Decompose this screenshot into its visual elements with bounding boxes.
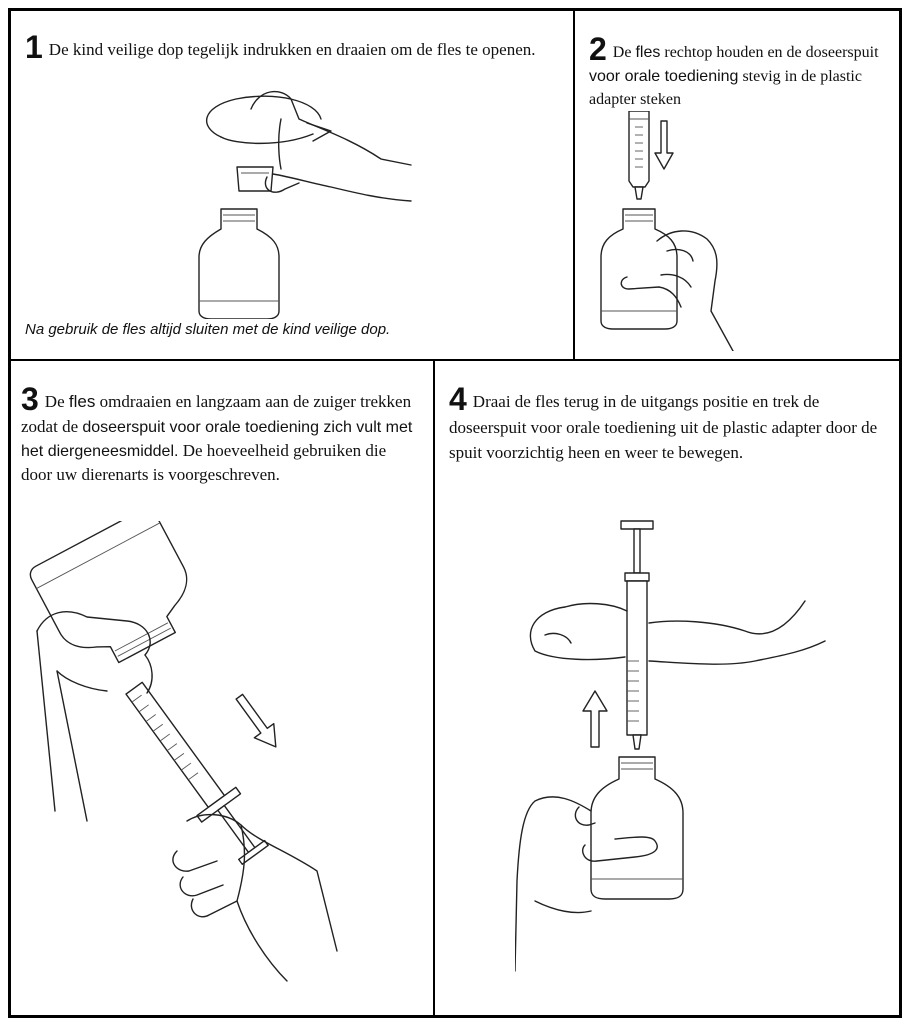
step-2-text-b: fles — [635, 44, 661, 61]
fill-syringe-illustration — [27, 521, 357, 991]
step-3-text-b: fles — [68, 392, 96, 411]
step-3-number: 3 — [21, 381, 39, 417]
step-3-panel — [11, 361, 435, 1015]
insert-syringe-illustration — [599, 111, 849, 351]
step-4-panel — [435, 361, 899, 1015]
child-safe-cap-icon — [237, 167, 273, 191]
step-2-text-a: De — [612, 44, 632, 61]
step-1-number: 1 — [25, 29, 43, 65]
step-2-text-d: voor orale toediening — [589, 68, 739, 85]
instruction-sheet — [8, 8, 902, 1018]
step-3-text-a: De — [44, 392, 65, 411]
plunger-icon — [621, 521, 653, 529]
remove-syringe-illustration — [515, 511, 835, 981]
step-2-number: 2 — [589, 31, 607, 67]
up-arrow-icon — [583, 691, 607, 747]
step-3-text-e: De hoeveelheid gebruiken die door uw dierenarts is voorgeschreven. — [21, 441, 387, 484]
step-3-text-c: omdraaien en langzaam aan de zuiger trekken zodat de — [21, 392, 412, 436]
step-1-instruction — [25, 31, 555, 63]
step-1-panel — [11, 11, 575, 361]
open-bottle-illustration — [181, 79, 421, 319]
step-3-text-d: doseerspuit voor orale toediening zich vult met het diergeneesmiddel. — [21, 419, 413, 460]
rotate-arrow-icon — [207, 96, 321, 137]
step-4-instruction — [449, 383, 889, 465]
step-4-number: 4 — [449, 381, 467, 417]
step-2-text-e: stevig in de plastic adapter steken — [589, 68, 862, 108]
step-1-text: De kind veilige dop tegelijk indrukken en draaien om de fles te openen. — [48, 40, 536, 59]
down-arrow-icon — [655, 121, 673, 169]
step-2-panel — [575, 11, 899, 361]
step-1-note: Na gebruik de fles altijd sluiten met de kind veilige dop. — [25, 321, 391, 338]
bottle-icon — [591, 757, 683, 899]
syringe-icon — [627, 581, 647, 735]
step-2-text-c: rechtop houden en de doseerspuit — [664, 44, 879, 61]
syringe-icon — [629, 111, 649, 187]
step-3-instruction — [21, 383, 421, 486]
step-2-instruction — [589, 33, 889, 111]
down-arrow-icon — [230, 690, 286, 754]
step-4-text: Draai de fles terug in de uitgangs positie en trek de doseerspuit voor orale toediening uit de plastic adapter door de spuit voorzichtig heen en weer te bewegen. — [449, 392, 878, 462]
bottle-icon — [199, 209, 279, 319]
